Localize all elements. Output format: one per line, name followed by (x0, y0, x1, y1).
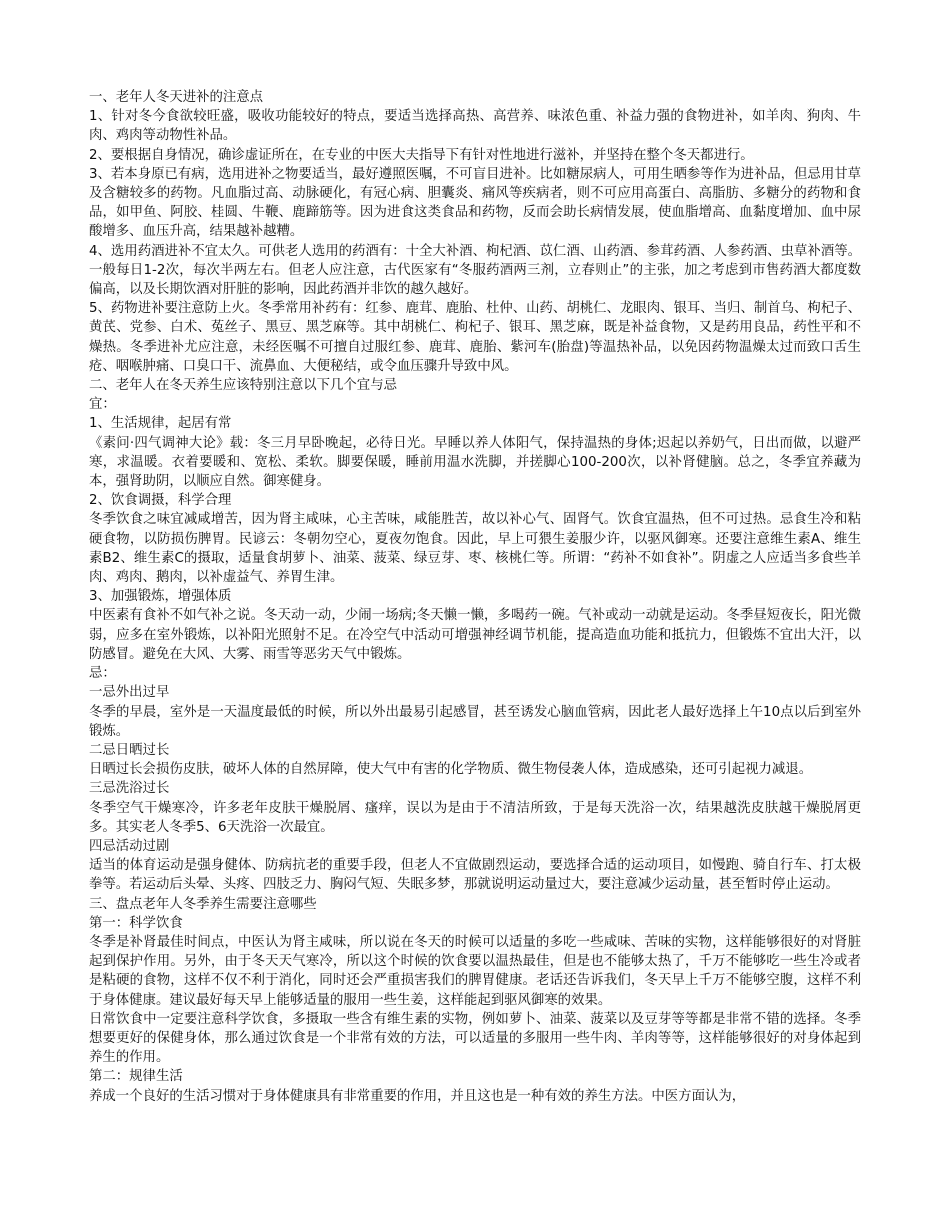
paragraph-regular-life: 养成一个良好的生活习惯对于身体健康具有非常重要的作用，并且这也是一种有效的养生方法。中医方面认为， (89, 1088, 746, 1104)
subheading-ji: 忌： (89, 666, 116, 682)
section-heading-2: 二、老年人在冬天养生应该特别注意以下几个宜与忌 (89, 378, 397, 394)
subheading-exercise: 3、加强锻炼，增强体质 (89, 589, 232, 605)
subheading-avoid-bath: 三忌洗浴过长 (89, 781, 170, 797)
subheading-scientific-diet: 第一：科学饮食 (89, 915, 183, 931)
paragraph-lifestyle: 《素问·四气调神大论》载：冬三月早卧晚起，必待日光。早睡以养人体阳气，保持温热的身体;迟起以养奶气，日出而做，以避严寒，求温暖。衣着要暖和、宽松、柔软。脚要保暖，睡前用温水洗脚，并搓脚心100-200次，以补肾健脑。总之，冬季宜养藏为本，强肾助阴，以顺应自然。御寒健身。 (89, 435, 861, 490)
subheading-avoid-sun: 二忌日晒过长 (89, 742, 170, 758)
paragraph-avoid-bath: 冬季空气干燥寒冷，许多老年皮肤干燥脱屑、瘙痒，误以为是由于不清洁所致，于是每天洗浴一次，结果越洗皮肤越干燥脱屑更多。其实老人冬季5、6天洗浴一次最宜。 (89, 800, 861, 835)
subheading-avoid-intense: 四忌活动过剧 (89, 838, 170, 854)
subheading-yi: 宜： (89, 397, 116, 413)
paragraph-scientific-diet-1: 冬季是补肾最佳时间点，中医认为肾主咸味，所以说在冬天的时候可以适量的多吃一些咸味、苦味的实物，这样能够很好的对肾脏起到保护作用。另外，由于冬天天气寒冷，所以这个时候的饮食要以温热最佳，但是也不能够太热了，千万不能够吃一些生冷或者是粘硬的食物，这样不仅不利于消化，同时还会严重损害我们的脾胃健康。老话还告诉我们，冬天早上千万不能够空腹，这样不利于身体健康。建议最好每天早上能够适量的服用一些生姜，这样能起到驱风御寒的效果。 (89, 934, 861, 1008)
paragraph-avoid-early: 冬季的早晨，室外是一天温度最低的时候，所以外出最易引起感冒，甚至诱发心脑血管病，因此老人最好选择上午10点以后到室外锻炼。 (89, 704, 861, 739)
paragraph-1: 1、针对冬今食欲较旺盛，吸收功能较好的特点，要适当选择高热、高营养、味浓色重、补益力强的食物进补，如羊肉、狗肉、牛肉、鸡肉等动物性补品。 (89, 109, 861, 144)
subheading-regular-life: 第二：规律生活 (89, 1069, 183, 1085)
paragraph-3: 3、若本身原已有病，选用进补之物要适当，最好遵照医嘱，不可盲目进补。比如糖尿病人，可用生晒参等作为进补品，但忌用甘草及含糖较多的药物。凡血脂过高、动脉硬化，有冠心病、胆囊炎、痛风等疾病者，则不可应用高蛋白、高脂肪、多糖分的药物和食品，如甲鱼、阿胶、桂圆、牛鞭、鹿蹄筋等。因为进食这类食品和药物，反而会助长病情发展，使血脂增高、血黏度增加、血中尿酸增多、血压升高，结果越补越糟。 (89, 166, 861, 240)
subheading-diet: 2、饮食调摄，科学合理 (89, 493, 232, 509)
paragraph-2: 2、要根据自身情况，确诊虚证所在，在专业的中医大夫指导下有针对性地进行滋补，并坚持在整个冬天都进行。 (89, 147, 754, 163)
subheading-lifestyle: 1、生活规律，起居有常 (89, 416, 232, 432)
article-body (89, 88, 861, 1106)
section-heading-1: 一、老年人冬天进补的注意点 (89, 90, 264, 105)
paragraph-5: 5、药物进补要注意防上火。冬季常用补药有：红参、鹿茸、鹿胎、杜仲、山药、胡桃仁、龙眼肉、银耳、当归、制首乌、枸杞子、黄芪、党参、白术、菟丝子、黑豆、黑芝麻等。其中胡桃仁、枸杞子、银耳、黑芝麻，既是补益食物，又是药用良品，药性平和不燥热。冬季进补尤应注意，未经医嘱不可擅自过服红参、鹿茸、鹿胎、紫河车(胎盘)等温热补品，以免因药物温燥太过而致口舌生疮、咽喉肿痛、口臭口干、流鼻血、大便秘结，或令血压骤升导致中风。 (89, 301, 861, 374)
paragraph-exercise: 中医素有食补不如气补之说。冬天动一动，少闹一场病;冬天懒一懒，多喝药一碗。气补或动一动就是运动。冬季昼短夜长，阳光微弱，应多在室外锻炼，以补阳光照射不足。在冷空气中活动可增强神经调节机能，提高造血功能和抵抗力，但锻炼不宜出大汗，以防感冒。避免在大风、大雾、雨雪等恶劣天气中锻炼。 (89, 608, 861, 662)
paragraph-avoid-intense: 适当的体育运动是强身健体、防病抗老的重要手段，但老人不宜做剧烈运动，要选择合适的运动项目，如慢跑、骑自行车、打太极拳等。若运动后头晕、头疼、四肢乏力、胸闷气短、失眠多梦，那就说明运动量过大，要注意减少运动量，甚至暂时停止运动。 (89, 858, 861, 893)
subheading-avoid-early: 一忌外出过早 (89, 685, 170, 701)
paragraph-avoid-sun: 日晒过长会损伤皮肤，破坏人体的自然屏障，使大气中有害的化学物质、微生物侵袭人体，造成感染，还可引起视力减退。 (89, 762, 813, 778)
paragraph-diet: 冬季饮食之味宜减咸增苦，因为肾主咸味，心主苦味，咸能胜苦，故以补心气、固肾气。饮食宜温热，但不可过热。忌食生冷和粘硬食物，以防损伤脾胃。民谚云：冬朝勿空心，夏夜勿饱食。因此，早上可猥生姜服少许，以驱风御寒。还要注意维生素A、维生素B2、维生素C的摄取，适量食胡萝卜、油菜、菠菜、绿豆芽、枣、核桃仁等。所谓：“药补不如食补”。阴虚之人应适当多食些羊肉、鸡肉、鹅肉，以补虚益气、养胃生津。 (89, 512, 861, 586)
paragraph-scientific-diet-2: 日常饮食中一定要注意科学饮食，多摄取一些含有维生素的实物，例如萝卜、油菜、菠菜以及豆芽等等都是非常不错的选择。冬季想要更好的保健身体，那么通过饮食是一个非常有效的方法，可以适量的多服用一些牛肉、羊肉等等，这样能够很好的对身体起到养生的作用。 (89, 1011, 861, 1066)
paragraph-4: 4、选用药酒进补不宜太久。可供老人选用的药酒有：十全大补酒、枸杞酒、苡仁酒、山药酒、参茸药酒、人参药酒、虫草补酒等。一般每日1-2次，每次半两左右。但老人应注意，古代医家有“冬服药酒两三剂，立春则止”的主张，加之考虑到市售药酒大都度数偏高，以及长期饮酒对肝脏的影响，因此药酒并非饮的越久越好。 (89, 243, 861, 298)
section-heading-3: 三、盘点老年人冬季养生需要注意哪些 (89, 896, 317, 912)
